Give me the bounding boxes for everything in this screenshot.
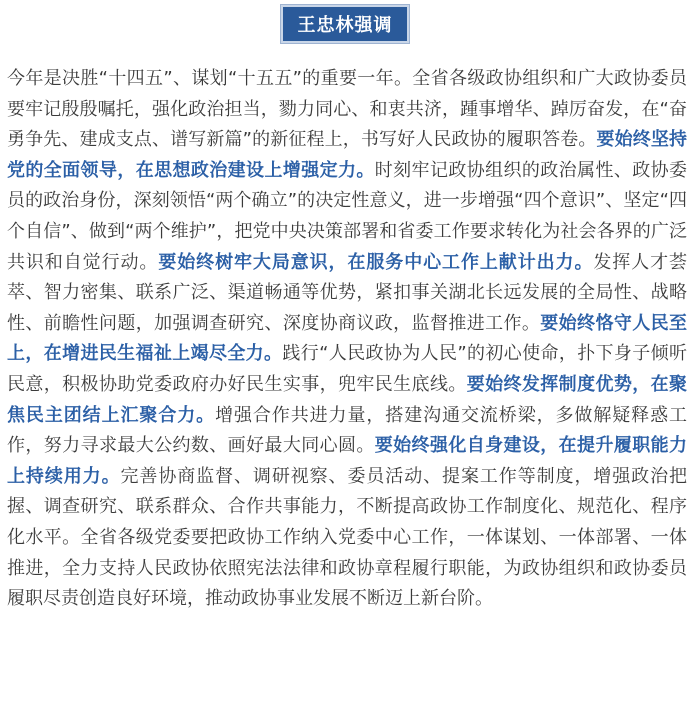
text-segment: 践行“人民政协为人民”的初心使命，扑下身子倾听民意，积极协助党委政府办好民生实事，兜牢民生底线。	[7, 343, 688, 395]
text-segment: 发挥人才荟萃、智力密集、联系广泛、渠道畅通等优势，紧扣事关湖北长远发展的全局性、战略性、前瞻性问题，加强调查研究、深度协商议政，监督推进工作。	[7, 251, 688, 334]
text-segment: 增强合作共进力量，搭建沟通交流桥梁，多做解疑释惑工作，努力寻求最大公约数、画好最大同心圆。	[7, 404, 688, 457]
highlight-segment: 要始终发挥制度优势，在聚焦民主团结上汇聚合力。	[7, 373, 688, 426]
highlight-segment: 要始终恪守人民至上，在增进民生福祉上竭尽全力。	[7, 312, 688, 365]
text-segment: 完善协商监督、调研视察、委员活动、提案工作等制度，增强政治把握、调查研究、联系群众、合作共事能力，不断提高政协工作制度化、规范化、程序化水平。全省各级党委要把政协工作纳入党委中心工作，一体谋划、一体部署、一体推进，全力支持人民政协依照宪法法律和政协章程履行职能，为政协组织和政协委员履职尽责创造良好环境，推动政协事业发展不断迈上新台阶。	[7, 465, 688, 610]
title-badge: 王忠林强调	[281, 5, 409, 43]
highlight-segment: 要始终树牢大局意识，在服务中心工作上献计出力。	[158, 251, 594, 273]
text-segment: 时刻牢记政协组织的政治属性、政协委员的政治身份，深刻领悟“两个确立”的决定性意义，进一步增强“四个意识”、坚定“四个自信”、做到“两个维护”，把党中央决策部署和省委工作要求转化为社会各界的广泛共识和自觉行动。	[7, 159, 688, 273]
highlight-segment: 要始终强化自身建设，在提升履职能力上持续用力。	[7, 435, 688, 487]
text-segment: 今年是决胜“十四五”、谋划“十五五”的重要一年。全省各级政协组织和广大政协委员要牢记殷殷嘱托，强化政治担当，勠力同心、和衷共济，踵事增华、踔厉奋发，在“奋勇争先、建成支点、谱写新篇”的新征程上，书写好人民政协的履职答卷。	[7, 68, 687, 151]
highlight-segment: 要始终坚持党的全面领导，在思想政治建设上增强定力。	[7, 129, 688, 181]
article-paragraph	[7, 64, 687, 615]
